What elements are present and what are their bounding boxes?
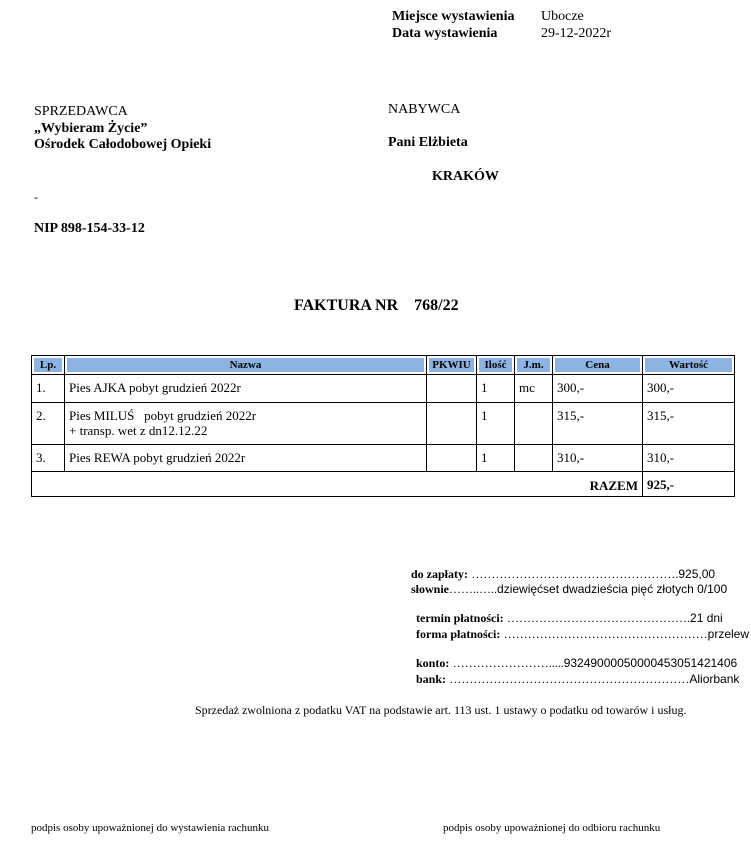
total-row bbox=[32, 472, 735, 497]
total-label: RAZEM bbox=[32, 472, 643, 497]
col-header-qty: Ilość bbox=[477, 356, 515, 375]
amount-words-line bbox=[411, 582, 727, 597]
to-pay-dots: ……………………………………………. bbox=[471, 567, 679, 581]
to-pay-value: 925,00 bbox=[678, 567, 716, 581]
cell-qty: 1 bbox=[477, 375, 515, 403]
payment-term-label: termin płatności bbox=[416, 611, 500, 625]
cell-name: Pies MILUŚ pobyt grudzień 2022r + transp. wet z dn12.12.22 bbox=[65, 403, 427, 445]
payment-method-dots: …………………………………………… bbox=[503, 627, 708, 641]
amount-words-value: dziewięćset dwadzieścia pięć złotych 0/100 bbox=[497, 582, 728, 596]
invoice-title: FAKTURA NR 768/22 bbox=[294, 297, 459, 314]
cell-unit bbox=[515, 445, 553, 472]
col-header-price: Cena bbox=[553, 356, 643, 375]
bank-label: bank bbox=[416, 672, 443, 686]
account-line: konto: …………………….....93249000050000453051421406 bbox=[416, 656, 738, 670]
total-value: 925,- bbox=[643, 472, 735, 497]
seller-name-line1: „Wybieram Życie” bbox=[34, 121, 148, 136]
seller-address-line: - bbox=[34, 190, 38, 204]
vat-exemption-note: Sprzedaż zwolniona z podatku VAT na podstawie art. 113 ust. 1 ustawy o podatku od towarów i usług. bbox=[195, 703, 687, 717]
table-row bbox=[32, 403, 735, 445]
bank-dots: …………………………………………………… bbox=[449, 672, 690, 686]
buyer-city: KRAKÓW bbox=[432, 169, 499, 184]
col-header-pkwiu: PKWIU bbox=[427, 356, 477, 375]
seller-name-line2: Ośrodek Całodobowej Opieki bbox=[34, 137, 212, 152]
to-pay-line: do zapłaty: …………………………………………….925,00 bbox=[411, 567, 716, 581]
buyer-heading: NABYWCA bbox=[388, 102, 461, 117]
account-dots: ……………………..... bbox=[452, 656, 564, 670]
payment-term-line: termin płatności: ……………………………………….21 dni bbox=[416, 611, 723, 625]
payment-term-value: 21 dni bbox=[690, 611, 723, 625]
to-pay-label: do zapłaty bbox=[411, 567, 465, 581]
col-header-value: Wartość bbox=[643, 356, 735, 375]
table-row bbox=[32, 445, 735, 472]
cell-qty: 1 bbox=[477, 445, 515, 472]
seller-nip: NIP 898-154-33-12 bbox=[34, 221, 145, 236]
cell-value: 300,- bbox=[643, 375, 735, 403]
amount-words-label: słownie bbox=[411, 582, 450, 596]
col-header-lp: Lp. bbox=[32, 356, 65, 375]
cell-price: 310,- bbox=[553, 445, 643, 472]
cell-price: 315,- bbox=[553, 403, 643, 445]
cell-pkwiu bbox=[427, 445, 477, 472]
issue-date-label: Data wystawienia bbox=[392, 26, 498, 41]
cell-name: Pies REWA pobyt grudzień 2022r bbox=[65, 445, 427, 472]
table-header-row bbox=[32, 356, 735, 375]
cell-pkwiu bbox=[427, 375, 477, 403]
cell-price: 300,- bbox=[553, 375, 643, 403]
cell-unit bbox=[515, 403, 553, 445]
cell-unit: mc bbox=[515, 375, 553, 403]
seller-heading: SPRZEDAWCA bbox=[34, 104, 128, 119]
col-header-unit: J.m. bbox=[515, 356, 553, 375]
place-of-issue-label: Miejsce wystawienia bbox=[392, 9, 515, 24]
payment-method-line: forma płatności: ……………………………………………przelew bbox=[416, 627, 750, 641]
bank-line: bank: ……………………………………………………Aliorbank bbox=[416, 672, 740, 686]
cell-qty: 1 bbox=[477, 403, 515, 445]
cell-lp: 1. bbox=[32, 375, 65, 403]
cell-lp: 2. bbox=[32, 403, 65, 445]
buyer-name: Pani Elżbieta bbox=[388, 135, 468, 150]
payment-term-dots: ………………………………………. bbox=[507, 611, 691, 625]
receiver-signature-label: podpis osoby upoważnionej do odbioru rachunku bbox=[443, 822, 661, 834]
amount-words-dots: ……..….. bbox=[449, 582, 498, 596]
items-table bbox=[31, 355, 735, 497]
cell-name: Pies AJKA pobyt grudzień 2022r bbox=[65, 375, 427, 403]
account-value: 93249000050000453051421406 bbox=[563, 656, 738, 670]
issuer-signature-label: podpis osoby upoważnionej do wystawienia rachunku bbox=[31, 822, 269, 834]
cell-pkwiu bbox=[427, 403, 477, 445]
bank-value: Aliorbank bbox=[689, 672, 740, 686]
issue-date-value: 29-12-2022r bbox=[541, 26, 611, 41]
cell-value: 315,- bbox=[643, 403, 735, 445]
cell-value: 310,- bbox=[643, 445, 735, 472]
table-row bbox=[32, 375, 735, 403]
account-label: konto bbox=[416, 656, 446, 670]
payment-method-label: forma płatności bbox=[416, 627, 497, 641]
cell-lp: 3. bbox=[32, 445, 65, 472]
col-header-name: Nazwa bbox=[65, 356, 427, 375]
payment-method-value: przelew bbox=[707, 627, 750, 641]
place-of-issue-value: Ubocze bbox=[541, 9, 584, 24]
